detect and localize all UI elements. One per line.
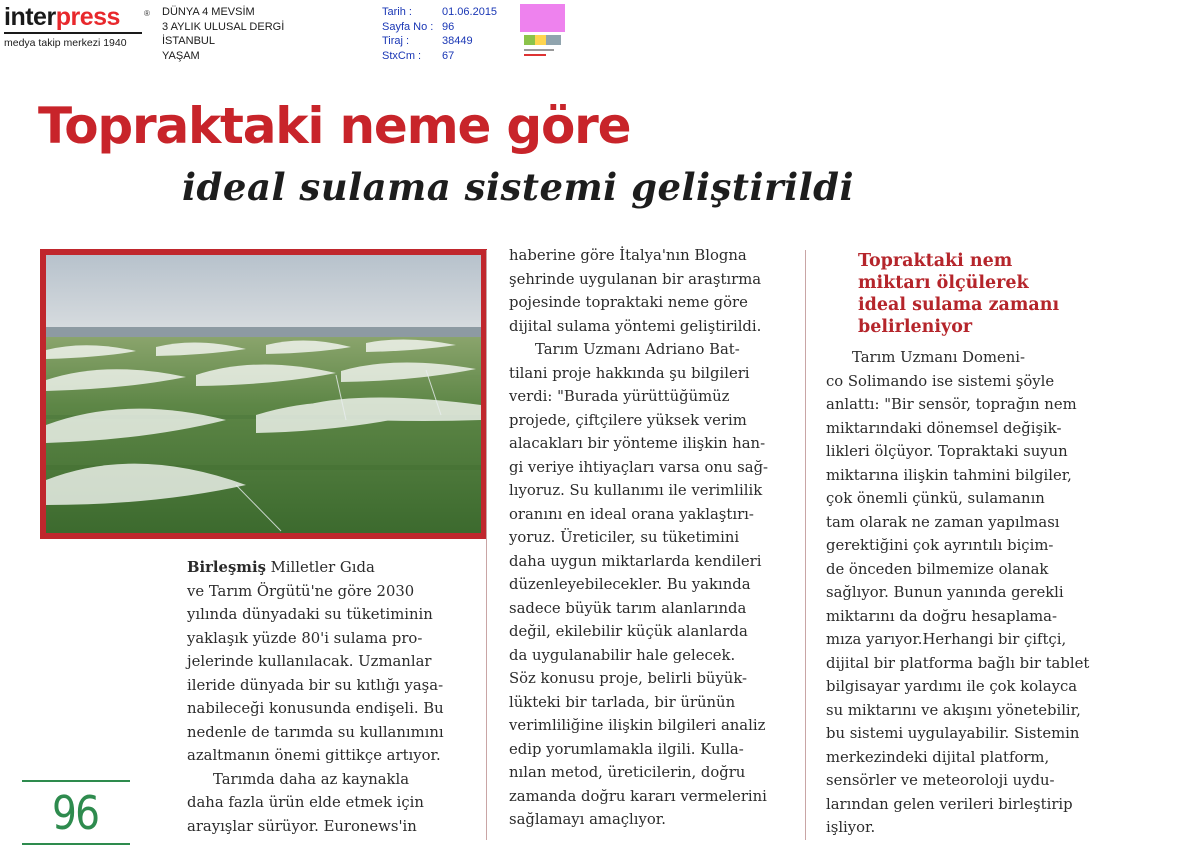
publication-name: DÜNYA 4 MEVSİM <box>162 6 255 18</box>
column-line: nılan metod, üreticilerin, doğru <box>509 764 746 781</box>
page-number: 96 <box>52 786 99 840</box>
lead-rest: Milletler Gıda <box>265 559 375 576</box>
column-line: tilani proje hakkında şu bilgileri <box>509 364 750 382</box>
column-line: düzenleyebilecekler. Bu yakında <box>509 576 751 593</box>
thumbnail-highlight <box>520 4 565 32</box>
clipping-meta <box>382 5 497 63</box>
column-line: verimliliğine ilişkin bilgileri analiz <box>509 717 766 734</box>
thumbnail-text-line <box>524 54 546 56</box>
meta-row-stxcm <box>382 49 497 64</box>
meta-value: 01.06.2015 <box>442 6 498 18</box>
column-line: bilgisayar yardımı ile çok kolayca <box>826 678 1078 695</box>
column-line: zamanda doğru kararı vermelerini <box>509 787 767 805</box>
meta-value: 96 <box>442 20 455 33</box>
column-line: verdi: "Burada yürüttüğümüz <box>509 388 730 405</box>
column-line: de önceden bilmemize olanak <box>826 560 1049 578</box>
column-line: azaltmanın önemi gittikçe artıyor. <box>187 747 441 764</box>
meta-label: StxCm : <box>382 49 422 62</box>
column-line: sadece büyük tarım alanlarında <box>509 599 747 617</box>
column-line: miktarına ilişkin tahmini bilgiler, <box>826 466 1072 484</box>
column-line: Tarım Uzmanı Domeni- <box>852 349 1025 366</box>
column-line: yaklaşık yüzde 80'i sulama pro- <box>187 629 423 647</box>
meta-label: Tarih : <box>382 6 412 18</box>
column-line: alacakları bir yönteme ilişkin han- <box>509 435 766 452</box>
column-line: co Solimando ise sistemi şöyle <box>826 372 1055 390</box>
thumbnail-text-line <box>524 49 554 51</box>
column-line: miktarını da doğru hesaplama- <box>826 607 1058 625</box>
subheading-line: miktarı ölçülerek <box>858 273 1029 293</box>
column-line: değil, ekilebilir küçük alanlarda <box>509 623 748 640</box>
page-thumbnail[interactable] <box>520 4 565 59</box>
subheading-line: ideal sulama zamanı <box>858 295 1060 315</box>
article-column-1 <box>187 556 444 838</box>
publication-frequency: 3 AYLIK ULUSAL DERGİ <box>162 20 285 33</box>
column-line: pojesinde topraktaki neme göre <box>509 294 748 311</box>
column-line: merkezindeki dijital platform, <box>826 748 1050 766</box>
interpress-logo <box>4 3 152 51</box>
column-line: su miktarını ve akışını yönetebilir, <box>826 701 1081 719</box>
page-number-rule <box>22 843 130 845</box>
publication-section: YAŞAM <box>162 49 200 62</box>
logo-text-press: press <box>55 3 120 31</box>
column-line: anlattı: "Bir sensör, toprağın nem <box>826 396 1077 413</box>
logo-underline <box>4 32 142 34</box>
article-headline: Topraktaki neme göre <box>38 97 631 155</box>
column-line <box>187 556 444 580</box>
subheading-line: Topraktaki nem <box>858 251 1013 271</box>
column-line: miktarındaki dönemsel değişik- <box>826 419 1062 437</box>
logo-text-inter: inter <box>4 3 56 31</box>
thumbnail-image-strip <box>524 35 561 45</box>
column-line: çok önemli çünkü, sulamanın <box>826 490 1045 507</box>
column-line: likleri ölçüyor. Topraktaki suyun <box>826 443 1068 460</box>
column-line: edip yorumlamakla ilgili. Kulla- <box>509 740 744 758</box>
column-line: lükteki bir tarlada, bir ürünün <box>509 693 736 711</box>
logo-wordmark <box>4 3 152 31</box>
column-divider <box>486 250 487 840</box>
logo-tagline: medya takip merkezi 1940 <box>4 37 127 49</box>
irrigation-photo <box>40 249 487 539</box>
column-divider <box>805 250 806 840</box>
meta-row-circulation <box>382 34 497 49</box>
column-line: daha fazla ürün elde etmek için <box>187 794 424 811</box>
column-line: projede, çiftçilere yüksek verim <box>509 411 747 429</box>
irrigation-field-image <box>46 255 481 533</box>
column-line: jelerinde kullanılacak. Uzmanlar <box>187 653 432 670</box>
column-line: ileride dünyada bir su kıtlığı yaşa- <box>187 676 444 694</box>
column-line: yılında dünyadaki su tüketiminin <box>187 606 433 623</box>
column-line: bu sistemi uygulayabilir. Sistemin <box>826 725 1080 742</box>
column-line: da uygulanabilir hale gelecek. <box>509 646 736 664</box>
column-line: yoruz. Üreticiler, su tüketimini <box>509 529 740 546</box>
registered-mark: ® <box>144 9 150 18</box>
page-number-rule <box>22 780 130 782</box>
meta-label: Tiraj : <box>382 35 410 47</box>
meta-value: 67 <box>442 49 455 62</box>
article-column-3 <box>826 346 1089 840</box>
column-line: mıza yarıyor.Herhangi bir çiftçi, <box>826 631 1067 648</box>
column-line: sensörler ve meteoroloji uydu- <box>826 772 1055 789</box>
meta-row-page <box>382 20 497 35</box>
column-line: Tarım Uzmanı Adriano Bat- <box>535 341 740 358</box>
column-line: larından gelen verileri birleştirip <box>826 795 1073 813</box>
meta-row-date <box>382 5 497 20</box>
article-subheadline: ideal sulama sistemi geliştirildi <box>182 165 855 209</box>
column-line: tam olarak ne zaman yapılması <box>826 513 1060 531</box>
column-line: nabileceği konusunda endişeli. Bu <box>187 700 444 717</box>
meta-value: 38449 <box>442 35 473 47</box>
publication-info <box>162 5 284 63</box>
column-line: gerektiğini çok ayrıntılı biçim- <box>826 537 1054 554</box>
lead-word: Birleşmiş <box>187 559 266 576</box>
column-line: gi veriye ihtiyaçları varsa onu sağ- <box>509 458 769 476</box>
section-subheading <box>858 250 1059 338</box>
column-line: arayışlar sürüyor. Euronews'in <box>187 817 417 835</box>
column-line: haberine göre İtalya'nın Blogna <box>509 247 747 264</box>
column-line: dijital sulama yöntemi geliştirildi. <box>509 317 762 335</box>
column-line: ve Tarım Örgütü'ne göre 2030 <box>187 582 415 600</box>
subheading-line: belirleniyor <box>858 317 973 337</box>
column-line: lıyoruz. Su kullanımı ile verimlilik <box>509 482 763 499</box>
column-line: sağlıyor. Bunun yanında gerekli <box>826 584 1064 601</box>
column-line: nedenle de tarımda su kullanımını <box>187 723 444 741</box>
meta-label: Sayfa No : <box>382 20 434 33</box>
column-line: Söz konusu proje, belirli büyük- <box>509 670 748 687</box>
publication-city: İSTANBUL <box>162 35 215 47</box>
column-line: Tarımda daha az kaynakla <box>213 770 410 788</box>
column-line: şehrinde uygulanan bir araştırma <box>509 270 762 288</box>
column-line: oranını en ideal orana yaklaştırı- <box>509 505 754 523</box>
column-line: sağlamayı amaçlıyor. <box>509 811 666 828</box>
article-column-2 <box>509 244 768 832</box>
column-line: daha uygun miktarlarda kendileri <box>509 552 762 570</box>
column-line: dijital bir platforma bağlı bir tablet <box>826 654 1090 672</box>
column-line: işliyor. <box>826 819 876 836</box>
